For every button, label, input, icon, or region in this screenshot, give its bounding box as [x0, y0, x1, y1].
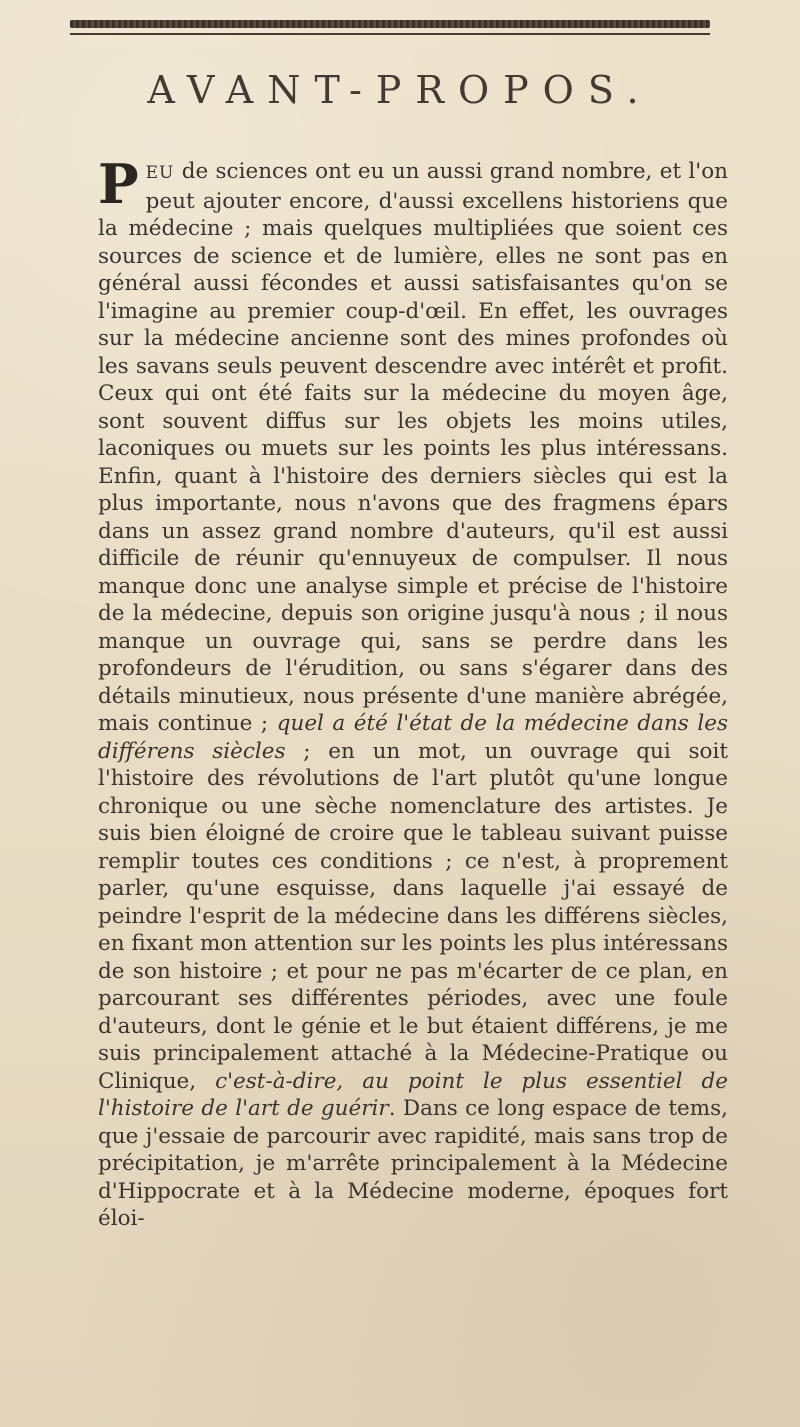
drop-cap-letter: P [98, 152, 139, 216]
italic-phrase-essential-point: c'est-à-dire, au point le plus essentiel de l'histoire de l'art de guérir [98, 1068, 728, 1121]
page-title: AVANT-PROPOS. [147, 68, 653, 112]
preface-paragraph [98, 152, 728, 1233]
ornament-band [70, 20, 710, 28]
ornament-line [70, 33, 710, 35]
paragraph-intro-text: de sciences ont eu un aussi grand nombre, et l'on peut ajouter encore, d'aussi excellens historiens que la médecine ; mais quelques multipliées que soient ces sources de science et de lumière, elles ne sont pas en général aussi fécondes et aussi satisfaisantes qu'on se l'imagine au premier coup-d'œil. En effet, les ouvrages sur la médecine ancienne sont des mines profondes où les savans seuls peuvent descendre avec intérêt et profit. Ceux qui ont été faits sur la médecine du moyen âge, sont souvent diffus sur les objets les moins utiles, laconiques ou muets sur les points les plus intéressans. Enfin, quant à l'histoire des derniers siècles qui est la plus importante, nous n'avons que des fragmens épars dans un assez grand nombre d'auteurs, qu'il est aussi difficile de réunir qu'ennuyeux de compulser. Il nous manque donc une analyse simple et précise de l'histoire de la médecine, depuis son origine jusqu'à nous ; il nous manque un ouvrage qui, sans se perdre dans les profondeurs de l'érudition, ou sans s'égarer dans des détails minutieux, nous présente d'une manière abrégée, mais continue ; [98, 159, 728, 736]
lead-small-caps: EU [145, 163, 175, 183]
italic-phrase-history-centuries: quel a été l'état de la médecine dans les différens siècles [98, 711, 728, 764]
decorative-rule-ornament [70, 20, 710, 38]
paragraph-middle-text: ; en un mot, un ouvrage qui soit l'histoire des révolutions de l'art plutôt qu'une longue chronique ou une sèche nomenclature des artistes. Je suis bien éloigné de croire que le tableau suivant puisse remplir toutes ces conditions ; ce n'est, à proprement parler, qu'une esquisse, dans laquelle j'ai essayé de peindre l'esprit de la médecine dans les différens siècles, en fixant mon attention sur les points les plus intéressans de son histoire ; et pour ne pas m'écarter de ce plan, en parcourant ses différentes périodes, avec une foule d'auteurs, dont le génie et le but étaient différens, je me suis principalement attaché à la Médecine-Pratique ou Clinique, [98, 738, 728, 1094]
preface-body [98, 152, 728, 1233]
paragraph-end-text: . Dans ce long espace de tems, que j'essaie de parcourir avec rapidité, mais sans trop de précipitation, je m'arrête principalement à la Médecine d'Hippocrate et à la Médecine moderne, époques fort éloi- [98, 1096, 728, 1231]
